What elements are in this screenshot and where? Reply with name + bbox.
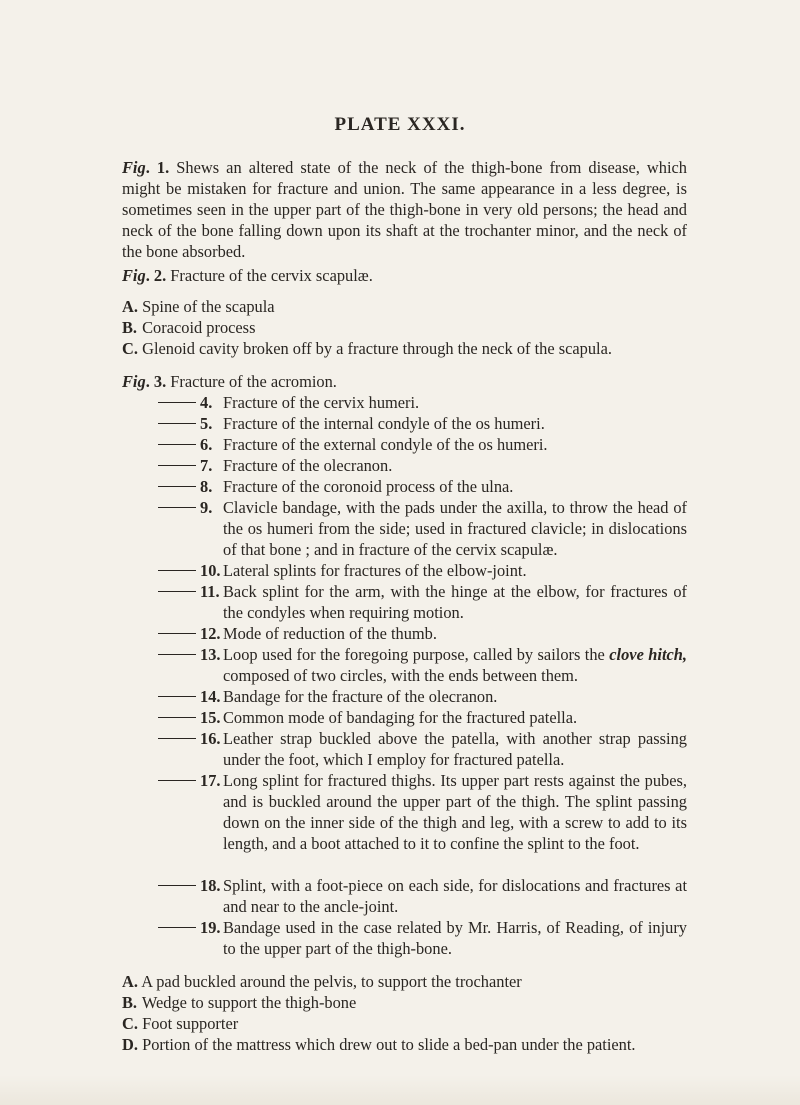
fig19-part-b: B. Wedge to support the thigh-bone [122, 993, 357, 1012]
page-bottom-edge [0, 1075, 800, 1105]
em-dash [158, 885, 196, 886]
clove-hitch-term: clove hitch, [609, 645, 687, 664]
fig19-part-d: D. Portion of the mattress which drew out to slide a bed-pan under the patient. [122, 1035, 636, 1054]
em-dash [158, 423, 196, 424]
fig-item-5: 5. Fracture of the internal condyle of the os humeri. [122, 413, 687, 434]
fig-item-9: 9. Clavicle bandage, with the pads under the axilla, to throw the head of the os humeri from the side; used in fractured clavicle; in dislocations of that bone ; and in fracture of the cervix scapulæ. [122, 497, 687, 560]
plate-title: PLATE XXXI. [334, 114, 466, 135]
em-dash [158, 444, 196, 445]
fig-item-16: 16. Leather strap buckled above the patella, with another strap passing under the foot, which I employ for fractured patella. [122, 728, 687, 770]
fig2-part-c: C. Glenoid cavity broken off by a fracture through the neck of the scapula. [122, 339, 612, 358]
fig-item-12: 12. Mode of reduction of the thumb. [122, 623, 687, 644]
fig2-label: Fig [122, 266, 146, 285]
em-dash [158, 738, 196, 739]
fig-item-18: 18. Splint, with a foot-piece on each side, for dislocations and fractures at and near to the ancle-joint. [122, 875, 687, 917]
fig-item-11: 11. Back splint for the arm, with the hinge at the elbow, for fractures of the condyles when requiring motion. [122, 581, 687, 623]
fig19-part-c: C. Foot supporter [122, 1014, 239, 1033]
fig-item-10: 10. Lateral splints for fractures of the elbow-joint. [122, 560, 687, 581]
em-dash [158, 654, 196, 655]
fig-item-17: 17. Long splint for fractured thighs. Its upper part rests against the pubes, and is buckled around the upper part of the thigh. The splint passing down on the inner side of the thigh and leg, with a screw to add to its length, and a boot attached to it to confine the splint to the foot. [122, 770, 687, 854]
em-dash [158, 402, 196, 403]
fig1-number: . 1. [145, 158, 170, 177]
fig1-paragraph [122, 157, 687, 262]
em-dash [158, 696, 196, 697]
em-dash [158, 591, 196, 592]
fig3-paragraph [122, 371, 687, 392]
fig-item-6: 6. Fracture of the external condyle of the os humeri. [122, 434, 687, 455]
em-dash [158, 927, 196, 928]
fig2-part-a: A. Spine of the scapula [122, 297, 275, 316]
fig-item-7: 7. Fracture of the olecranon. [122, 455, 687, 476]
em-dash [158, 507, 196, 508]
em-dash [158, 486, 196, 487]
em-dash [158, 717, 196, 718]
em-dash [158, 633, 196, 634]
fig-item-19: 19. Bandage used in the case related by Mr. Harris, of Reading, of injury to the upper part of the thigh-bone. [122, 917, 687, 959]
fig-item-15: 15. Common mode of bandaging for the fractured patella. [122, 707, 687, 728]
fig2-number: . 2. [145, 266, 167, 285]
em-dash [158, 465, 196, 466]
fig2-text: Fracture of the cervix scapulæ. [166, 266, 373, 285]
fig2-part-b: B. Coracoid process [122, 318, 256, 337]
em-dash [158, 780, 196, 781]
fig19-part-a: A. A pad buckled around the pelvis, to support the trochanter [122, 972, 522, 991]
fig3-number: . 3. [145, 372, 167, 391]
fig2-paragraph [122, 265, 687, 286]
fig-item-14: 14. Bandage for the fracture of the olecranon. [122, 686, 687, 707]
em-dash [158, 570, 196, 571]
fig-item-8: 8. Fracture of the coronoid process of the ulna. [122, 476, 687, 497]
fig3-text: Fracture of the acromion. [166, 372, 337, 391]
fig1-text: Shews an altered state of the neck of the thigh-bone from disease, which might be mistaken for fracture and union. The same appearance in a less degree, is sometimes seen in the upper part of the thigh-bone in very old persons; the head and neck of the bone falling down upon its shaft at the trochanter minor, and the neck of the bone absorbed. [122, 158, 687, 261]
fig-item-4: 4. Fracture of the cervix humeri. [122, 392, 687, 413]
fig3-label: Fig [122, 372, 146, 391]
fig1-label: Fig [122, 158, 146, 177]
fig-item-13: 13. Loop used for the foregoing purpose, called by sailors the clove hitch, composed of two circles, with the ends between them. [122, 644, 687, 686]
